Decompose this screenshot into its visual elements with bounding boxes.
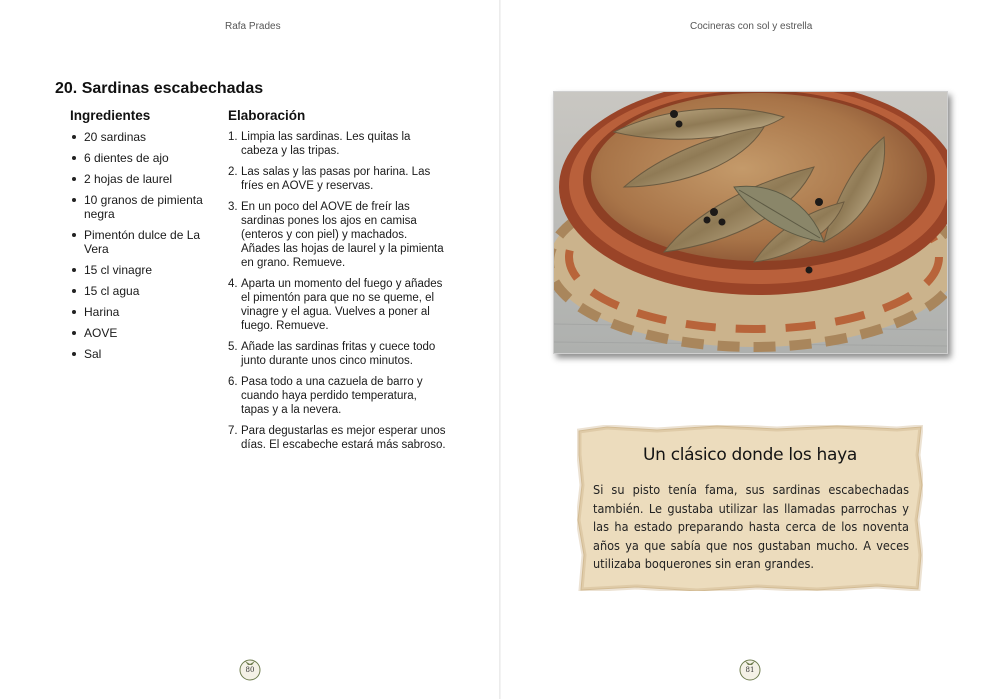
ingredient-item: 2 hojas de laurel	[72, 172, 212, 186]
preparation-heading: Elaboración	[228, 108, 306, 123]
step-text: Aparta un momento del fuego y añades el pimentón para que no se queme, el vinagre y el agua. Vuelves a poner al fuego. Remueve.	[241, 278, 443, 332]
ingredient-item: 6 dientes de ajo	[72, 151, 212, 165]
page-number: 81	[745, 666, 755, 674]
step-item	[228, 424, 446, 452]
step-item	[228, 340, 446, 368]
step-number: 2.	[228, 166, 238, 178]
step-item	[228, 375, 446, 417]
step-number: 7.	[228, 425, 238, 437]
page-number: 80	[245, 666, 255, 674]
ingredient-item: 20 sardinas	[72, 130, 212, 144]
ingredient-item: 15 cl agua	[72, 284, 212, 298]
step-text: Añade las sardinas fritas y cuece todo junto durante unos cinco minutos.	[241, 341, 436, 367]
preparation-steps	[228, 130, 446, 459]
ingredient-item: Pimentón dulce de La Vera	[72, 228, 212, 256]
step-item	[228, 200, 446, 270]
recipe-title: 20. Sardinas escabechadas	[55, 80, 264, 97]
step-text: Pasa todo a una cazuela de barro y cuando haya perdido temperatura, tapas y a la nevera.	[241, 376, 423, 416]
ingredient-item: Sal	[72, 347, 212, 361]
step-number: 4.	[228, 278, 238, 290]
ingredient-item: Harina	[72, 305, 212, 319]
step-text: Las salas y las pasas por harina. Las fríes en AOVE y reservas.	[241, 166, 431, 192]
step-number: 5.	[228, 341, 238, 353]
ingredient-item: 10 granos de pimienta negra	[72, 193, 212, 221]
step-text: Para degustarlas es mejor esperar unos días. El escabeche estará más sabroso.	[241, 425, 446, 451]
anecdote-box	[577, 425, 923, 591]
anecdote-title: Un clásico donde los haya	[642, 445, 857, 465]
spread-gutter	[499, 0, 501, 699]
page-number-right	[737, 656, 763, 682]
ingredient-item: AOVE	[72, 326, 212, 340]
step-item	[228, 277, 446, 333]
step-number: 1.	[228, 131, 238, 143]
sardines-dish-illustration	[554, 92, 947, 353]
running-head-book-title: Cocineras con sol y estrella	[690, 21, 813, 32]
ingredient-item: 15 cl vinagre	[72, 263, 212, 277]
ingredients-heading: Ingredientes	[70, 108, 151, 123]
page-number-left	[237, 656, 263, 682]
dish-photo	[553, 91, 948, 354]
step-item	[228, 165, 446, 193]
ingredients-list	[72, 130, 212, 368]
step-text: En un poco del AOVE de freír las sardinas pones los ajos en camisa (enteros y con piel) y machados. Añades las hojas de laurel y la pimienta en grano. Remueve.	[241, 201, 444, 269]
anecdote-text: Si su pisto tenía fama, sus sardinas escabechadas también. Le gustaba utilizar las llamadas parrochas y las ha estado preparando hasta cerca de los noventa años ya que sabía que nos gustaban mucho. A veces utilizaba boquerones sin eran grandes.	[593, 482, 909, 571]
running-head-author: Rafa Prades	[225, 21, 281, 32]
step-number: 6.	[228, 376, 238, 388]
step-text: Limpia las sardinas. Les quitas la cabeza y las tripas.	[241, 131, 411, 157]
step-number: 3.	[228, 201, 238, 213]
step-item	[228, 130, 446, 158]
